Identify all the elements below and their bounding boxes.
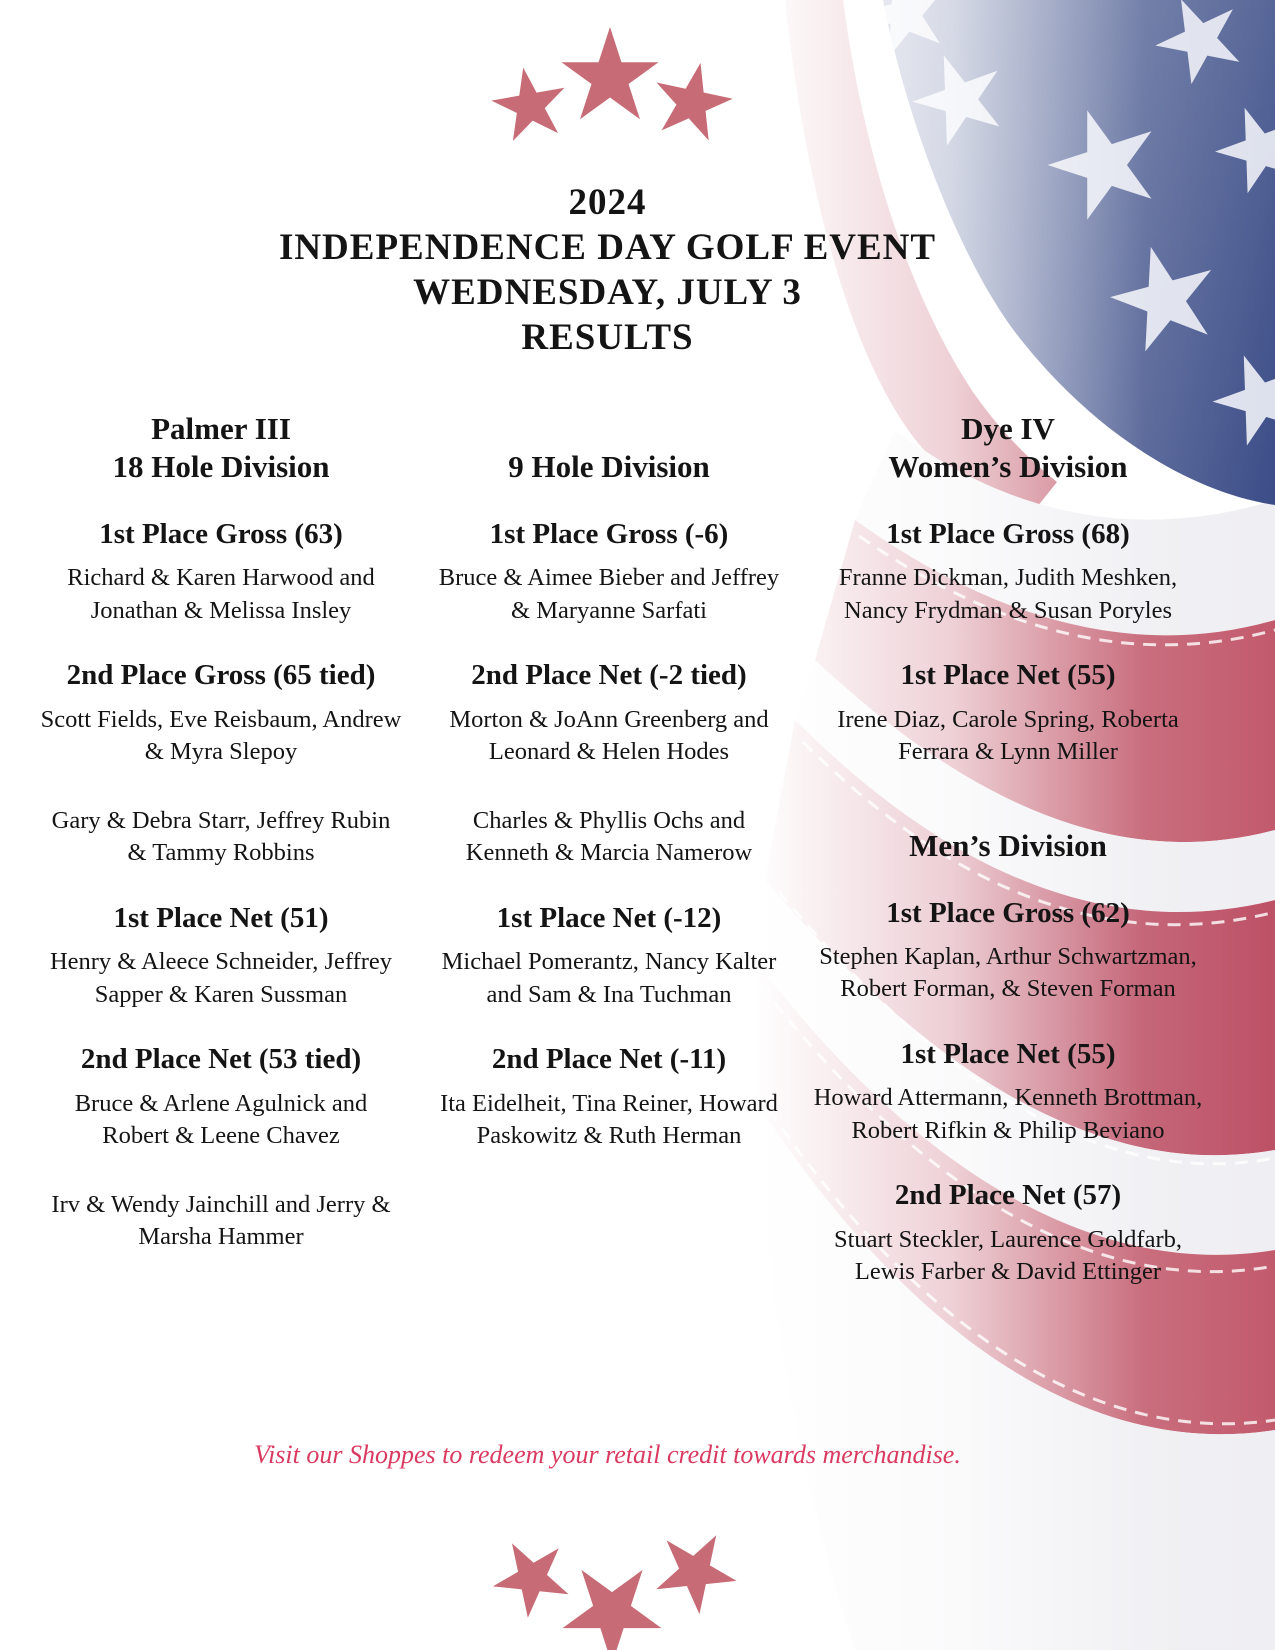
team-entry: Irv & Wendy Jainchill and Jerry & Marsha Hammer xyxy=(51,1190,391,1251)
column-9-hole-division xyxy=(420,408,798,1289)
page-title xyxy=(0,180,1215,360)
title-line-date: WEDNESDAY, JULY 3 xyxy=(413,272,802,313)
result-section xyxy=(420,657,798,870)
division-header-line: Dye IV xyxy=(961,411,1055,447)
result-section xyxy=(798,1036,1218,1147)
star-icon xyxy=(487,61,572,143)
star-icon xyxy=(563,1570,662,1650)
section-heading: 1st Place Gross (62) xyxy=(886,896,1130,929)
division-header-line: Palmer III xyxy=(151,411,291,447)
section-heading: 1st Place Net (51) xyxy=(113,901,329,934)
result-section xyxy=(798,516,1218,627)
result-section xyxy=(22,516,420,627)
column-dye-iv xyxy=(798,408,1218,1289)
section-heading: 1st Place Gross (68) xyxy=(886,518,1130,550)
team-entry: Gary & Debra Starr, Jeffrey Rubin & Tammy Robbins xyxy=(51,806,391,867)
section-heading: 2nd Place Net (-2 tied) xyxy=(471,659,747,692)
title-line-results: RESULTS xyxy=(521,317,694,358)
division xyxy=(420,408,798,1153)
section-heading: 2nd Place Net (57) xyxy=(894,1179,1122,1212)
result-section xyxy=(798,657,1218,768)
section-heading: 1st Place Gross (63) xyxy=(99,518,343,550)
section-heading: 2nd Place Net (-11) xyxy=(491,1043,727,1076)
result-section xyxy=(420,516,798,627)
team-entry: Michael Pomerantz, Nancy Kalter and Sam & Ina Tuchman xyxy=(441,948,777,1008)
result-section xyxy=(420,1041,798,1152)
division-header-line: 18 Hole Division xyxy=(112,449,330,485)
footer-note: Visit our Shoppes to redeem your retail credit towards merchandise. xyxy=(254,1440,961,1469)
section-heading: 1st Place Net (-12) xyxy=(496,901,722,934)
result-section xyxy=(420,900,798,1011)
column-18-hole-division xyxy=(22,408,420,1289)
title-line-year: 2024 xyxy=(568,182,647,223)
division-header xyxy=(22,408,420,486)
star-icon xyxy=(647,55,739,144)
team-entry: Scott Fields, Eve Reisbaum, Andrew & Myra Slepoy xyxy=(40,705,402,766)
section-heading: 1st Place Net (55) xyxy=(900,659,1116,692)
team-entry: Howard Attermann, Kenneth Brottman, Robert Rifkin & Philip Beviano xyxy=(813,1084,1203,1144)
result-section xyxy=(22,1041,420,1254)
top-stars xyxy=(452,14,772,166)
team-entry: Stuart Steckler, Laurence Goldfarb, Lewis Farber & David Ettinger xyxy=(833,1225,1182,1286)
division-header-line: Women’s Division xyxy=(888,449,1128,485)
team-entry: Richard & Karen Harwood and Jonathan & Melissa Insley xyxy=(67,564,375,624)
star-icon xyxy=(490,1542,573,1622)
team-entry: Franne Dickman, Judith Meshken, Nancy Frydman & Susan Poryles xyxy=(838,564,1178,624)
team-entry: Morton & JoAnn Greenberg and Leonard & Helen Hodes xyxy=(449,705,769,766)
team-entry: Ita Eidelheit, Tina Reiner, Howard Paskowitz & Ruth Herman xyxy=(440,1089,778,1150)
team-entry: Charles & Phyllis Ochs and Kenneth & Marcia Namerow xyxy=(465,806,753,867)
result-section xyxy=(22,900,420,1011)
division-header-line: 9 Hole Division xyxy=(508,449,710,485)
bottom-stars xyxy=(452,1498,772,1650)
star-icon xyxy=(651,1534,739,1619)
division-header-line: Men’s Division xyxy=(909,827,1107,863)
results-columns xyxy=(22,408,1218,1289)
section-heading: 2nd Place Gross (65 tied) xyxy=(66,659,376,692)
section-heading: 1st Place Gross (-6) xyxy=(489,518,729,550)
star-icon xyxy=(561,27,658,119)
team-entry: Henry & Aleece Schneider, Jeffrey Sapper & Karen Sussman xyxy=(49,948,393,1008)
team-entry: Irene Diaz, Carole Spring, Roberta Ferrara & Lynn Miller xyxy=(837,705,1179,766)
division-header xyxy=(798,408,1218,486)
division-header xyxy=(420,408,798,486)
result-section xyxy=(798,895,1218,1006)
division-mens xyxy=(798,827,1218,1289)
division-header xyxy=(798,827,1218,865)
result-section xyxy=(798,1177,1218,1288)
section-heading: 2nd Place Net (53 tied) xyxy=(80,1043,362,1076)
division-womens xyxy=(798,408,1218,769)
section-heading: 1st Place Net (55) xyxy=(900,1038,1116,1071)
team-entry: Stephen Kaplan, Arthur Schwartzman, Robert Forman, & Steven Forman xyxy=(819,942,1197,1003)
team-entry: Bruce & Aimee Bieber and Jeffrey & Maryanne Sarfati xyxy=(438,564,780,624)
title-line-event: INDEPENDENCE DAY GOLF EVENT xyxy=(278,227,937,268)
result-section xyxy=(22,657,420,870)
team-entry: Bruce & Arlene Agulnick and Robert & Leene Chavez xyxy=(74,1089,368,1150)
division xyxy=(22,408,420,1254)
